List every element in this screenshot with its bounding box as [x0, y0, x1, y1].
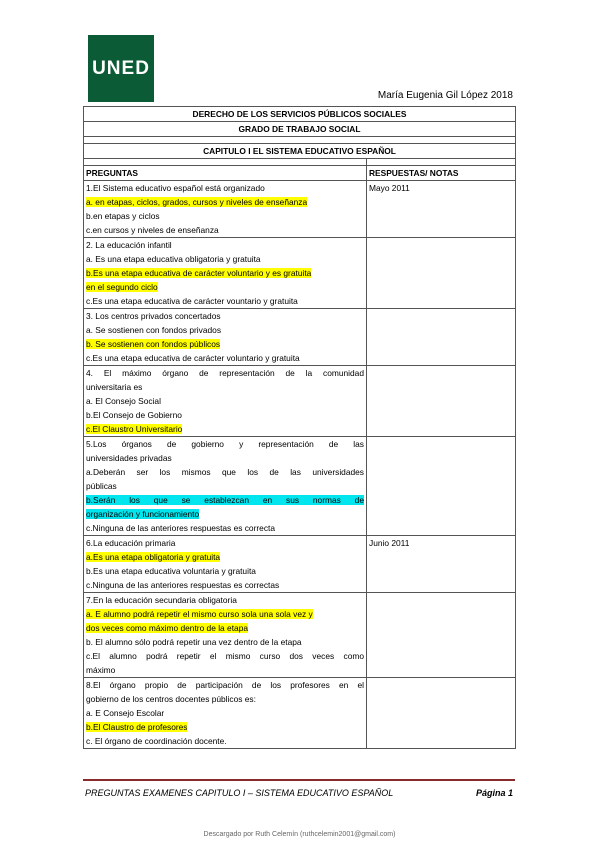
question-row — [84, 181, 516, 238]
footer-title: PREGUNTAS EXAMENES CAPITULO I – SISTEMA EDUCATIVO ESPAÑOL — [85, 788, 394, 798]
course-title: DERECHO DE LOS SERVICIOS PÚBLICOS SOCIALES — [84, 107, 516, 122]
spacer-cell — [367, 159, 516, 166]
question-cell — [84, 309, 367, 366]
answer-option — [86, 337, 364, 351]
answer-option: c. El órgano de coordinación docente. — [86, 736, 227, 746]
answer-option: máximo — [86, 665, 116, 675]
footer-divider — [83, 779, 515, 781]
question-cell — [84, 536, 367, 593]
question-row — [84, 593, 516, 678]
answer-note-cell: Junio 2011 — [367, 536, 516, 593]
answer-option: c.Ninguna de las anteriores respuestas es correctas — [86, 580, 280, 590]
highlighted-answer: en el segundo ciclo — [86, 282, 158, 292]
answer-option: a. El Consejo Social — [86, 396, 161, 406]
answer-option — [86, 493, 364, 507]
answers-header: RESPUESTAS/ NOTAS — [367, 166, 516, 181]
answer-option — [86, 195, 364, 209]
question-cell — [84, 593, 367, 678]
answer-option: c.Es una etapa educativa de carácter vountario y gratuita — [86, 296, 298, 306]
answer-option: b.en etapas y ciclos — [86, 211, 160, 221]
question-text: 1.El Sistema educativo español está organizado — [86, 183, 265, 193]
highlighted-answer: organización y funcionamiento — [86, 509, 200, 519]
download-notice: Descargado por Ruth Celemín (ruthcelemin2001@gmail.com) — [203, 831, 396, 838]
question-cell — [84, 437, 367, 536]
question-row — [84, 678, 516, 749]
question-text: 2. La educación infantil — [86, 240, 172, 250]
question-cell — [84, 181, 367, 238]
answer-option: universitaria es — [86, 382, 143, 392]
answer-option: b. El alumno sólo podrá repetir una vez dentro de la etapa — [86, 637, 302, 647]
question-row — [84, 366, 516, 437]
questions-header: PREGUNTAS — [84, 166, 367, 181]
answer-option: a. Es una etapa educativa obligatoria y gratuita — [86, 254, 261, 264]
question-text: 6.La educación primaria — [86, 538, 176, 548]
question-cell — [84, 366, 367, 437]
answer-option: c.El alumno podrá repetir el mismo curso dos veces como — [86, 651, 364, 661]
exam-table — [83, 106, 516, 749]
answer-option: b.Es una etapa educativa voluntaria y gratuita — [86, 566, 256, 576]
answer-option — [86, 280, 364, 294]
answer-option: gobierno de los centros docentes públicos es: — [86, 694, 256, 704]
question-row — [84, 536, 516, 593]
answer-option — [86, 550, 364, 564]
highlighted-answer: a. E alumno podrá repetir el mismo curso sola una sola vez y — [86, 609, 313, 619]
answer-option: c.Ninguna de las anteriores respuestas es correcta — [86, 523, 276, 533]
page-number: Página 1 — [475, 788, 513, 798]
spacer-cell — [84, 159, 367, 166]
answer-option: públicas — [86, 481, 117, 491]
answer-note-cell — [367, 309, 516, 366]
answer-note-cell: Mayo 2011 — [367, 181, 516, 238]
answer-option: c.Es una etapa educativa de carácter voluntario y gratuita — [86, 353, 300, 363]
answer-option — [86, 507, 364, 521]
chapter-title: CAPITULO I EL SISTEMA EDUCATIVO ESPAÑOL — [84, 144, 516, 159]
highlighted-answer: b.El Claustro de profesores — [86, 722, 188, 732]
highlighted-answer: b. Se sostienen con fondos públicos — [86, 339, 221, 349]
highlighted-answer: a. en etapas, ciclos, grados, cursos y niveles de enseñanza — [86, 197, 308, 207]
answer-note-cell — [367, 678, 516, 749]
answer-option: a. E Consejo Escolar — [86, 708, 165, 718]
highlighted-answer: c.El Claustro Universitario — [86, 424, 183, 434]
answer-option — [86, 621, 364, 635]
highlighted-answer: a.Es una etapa obligatoria y gratuita — [86, 552, 221, 562]
answer-option: universidades privadas — [86, 453, 172, 463]
answer-note-cell — [367, 437, 516, 536]
answer-option — [86, 607, 364, 621]
answer-option: c.en cursos y niveles de enseñanza — [86, 225, 219, 235]
question-text: 3. Los centros privados concertados — [86, 311, 221, 321]
question-row — [84, 238, 516, 309]
answer-option — [86, 720, 364, 734]
question-text: 4. El máximo órgano de representación de la comunidad — [86, 368, 364, 378]
question-text: 5.Los órganos de gobierno y representación de las — [86, 439, 364, 449]
question-cell — [84, 678, 367, 749]
question-text: 7.En la educación secundaria obligatoria — [86, 595, 237, 605]
answer-note-cell — [367, 238, 516, 309]
answer-option: a.Deberán ser los mismos que los de las universidades — [86, 467, 364, 477]
question-row — [84, 437, 516, 536]
answer-option: b.El Consejo de Gobierno — [86, 410, 182, 420]
degree-title: GRADO DE TRABAJO SOCIAL — [84, 122, 516, 137]
question-cell — [84, 238, 367, 309]
spacer-row — [84, 137, 516, 144]
uned-logo: UNED — [88, 35, 154, 102]
question-row — [84, 309, 516, 366]
highlighted-answer: dos veces como máximo dentro de la etapa — [86, 623, 249, 633]
answer-note-cell — [367, 366, 516, 437]
question-text: 8.El órgano propio de participación de los profesores en el — [86, 680, 364, 690]
answer-note-cell — [367, 593, 516, 678]
author-line: María Eugenia Gil López 2018 — [377, 90, 513, 101]
answer-option: a. Se sostienen con fondos privados — [86, 325, 222, 335]
highlighted-answer: b.Es una etapa educativa de carácter voluntario y es gratuita — [86, 268, 312, 278]
highlighted-answer: b.Serán los que se establezcan en sus normas de — [86, 495, 364, 505]
answer-option — [86, 422, 364, 436]
answer-option — [86, 266, 364, 280]
